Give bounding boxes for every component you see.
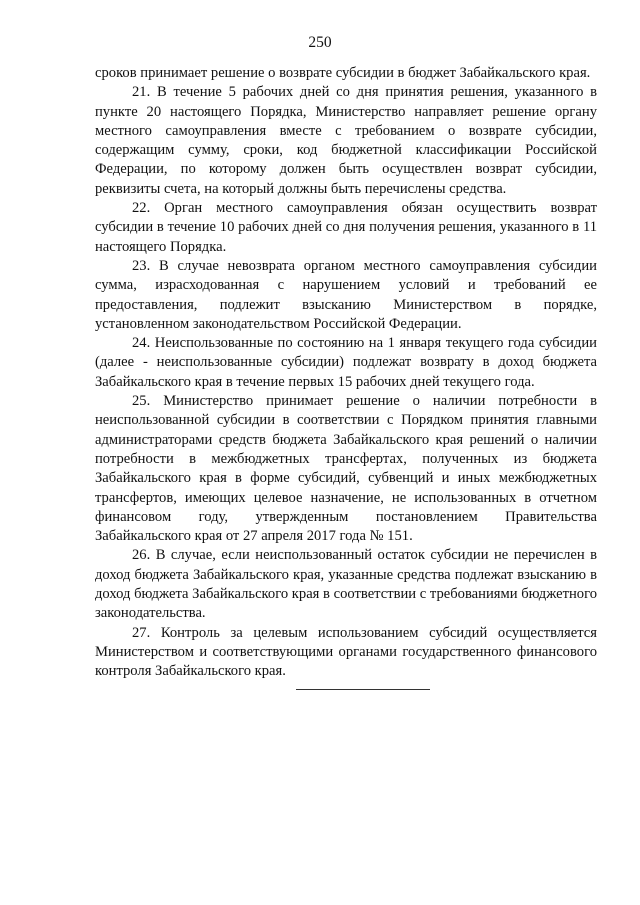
paragraph-24: 24. Неиспользованные по состоянию на 1 января текущего года субсидии (далее - неиспользованные субсидии) подлежат возврату в доход бюджета Забайкальского края в течение первых 15 рабочих дней текущего года. bbox=[95, 335, 597, 390]
end-separator-line bbox=[296, 689, 430, 690]
paragraph-continuation: сроков принимает решение о возврате субсидии в бюджет Забайкальского края. bbox=[95, 65, 591, 81]
paragraph-22: 22. Орган местного самоуправления обязан осуществить возврат субсидии в течение 10 рабочих дней со дня получения решения, указанного в 11 настоящего Порядка. bbox=[95, 200, 597, 255]
paragraph-27: 27. Контроль за целевым использованием субсидий осуществляется Министерством и соответствующими органами государственного финансового контроля Забайкальского края. bbox=[95, 624, 597, 680]
document-body bbox=[95, 64, 597, 682]
page-number: 250 bbox=[308, 34, 332, 51]
paragraph-23: 23. В случае невозврата органом местного самоуправления субсидии сумма, израсходованная с нарушением условий и требований ее предоставления, подлежит взысканию Министерством в порядке, установленном законодательством Российской Федерации. bbox=[95, 257, 597, 332]
paragraph-21: 21. В течение 5 рабочих дней со дня принятия решения, указанного в пункте 20 настоящего Порядка, Министерство направляет решение органу местного самоуправления вместе с требованием о возврате субсидии, содержащим сумму, сроки, код бюджетной классификации Российской Федерации, по которому должен быть осуществлен возврат субсидии, реквизиты счета, на который должны быть перечислены средства. bbox=[95, 84, 597, 197]
paragraph-25: 25. Министерство принимает решение о наличии потребности в неиспользованной субсидии в соответствии с Порядком принятия главными администраторами средств бюджета Забайкальского края решений о наличии потребности в межбюджетных трансфертах, полученных из бюджета Забайкальского края в форме субсидий, субвенций и иных межбюджетных трансфертов, имеющих целевое назначение, не использованных в отчетном финансовом году, утвержденным постановлением Правительства Забайкальского края от 27 апреля 2017 года № 151. bbox=[95, 393, 597, 545]
paragraph-26: 26. В случае, если неиспользованный остаток субсидии не перечислен в доход бюджета Забайкальского края, указанные средства подлежат взысканию в доход бюджета Забайкальского края в соответствии с требованиями бюджетного законодательства. bbox=[95, 547, 597, 622]
